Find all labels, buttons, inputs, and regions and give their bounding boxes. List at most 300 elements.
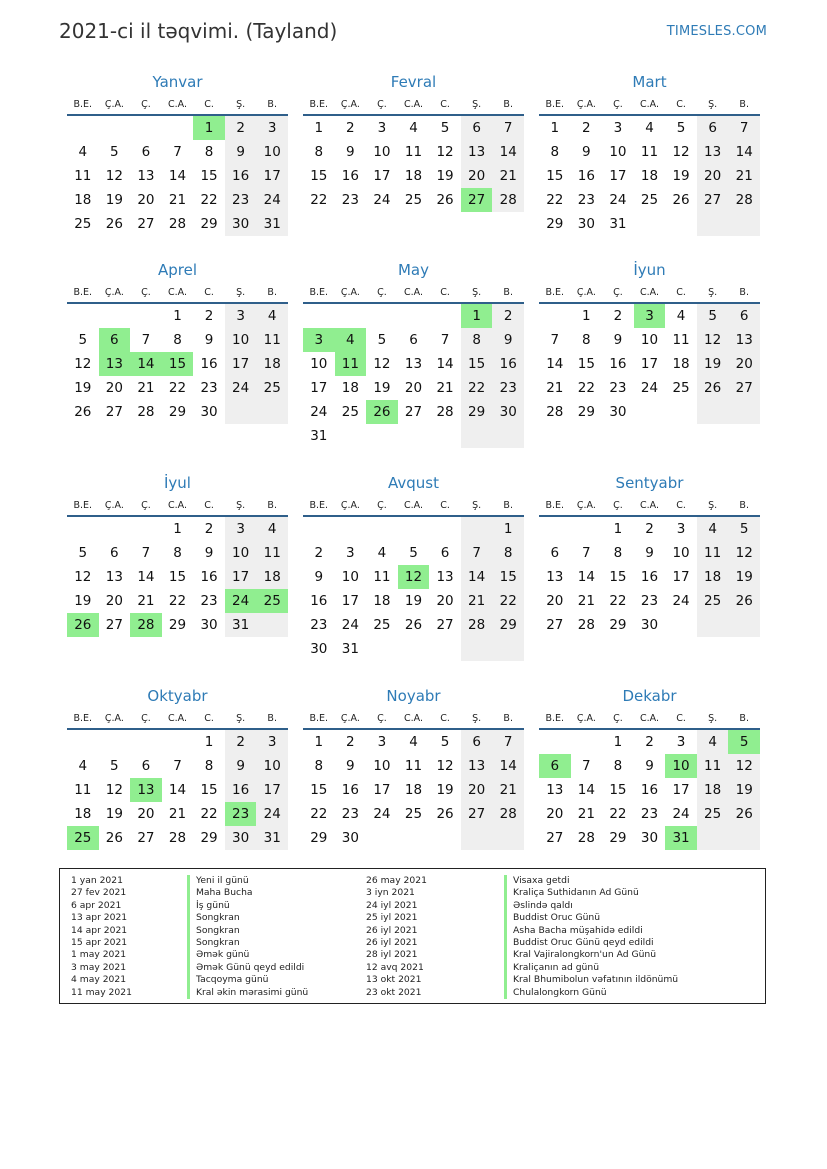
month-block <box>67 261 288 424</box>
day-cell: 23 <box>310 617 328 633</box>
day-cell: 25 <box>404 806 423 822</box>
empty-day-cell <box>67 517 99 541</box>
day-cell: 7 <box>461 541 493 565</box>
day-cell: 22 <box>609 593 627 609</box>
empty-day-cell <box>99 730 131 754</box>
day-cell: 4 <box>676 308 686 324</box>
day-cell: 24 <box>609 192 627 208</box>
day-cell: 4 <box>377 545 387 561</box>
month-title: İyun <box>633 261 666 279</box>
holiday-day-cell: 6 <box>99 328 131 352</box>
holiday-date: 26 iyl 2021 <box>366 936 418 948</box>
day-cell: 10 <box>225 541 257 565</box>
month-block <box>303 687 524 850</box>
day-cell: 31 <box>609 216 627 232</box>
day-cell: 4 <box>78 758 88 774</box>
empty-day-cell <box>67 304 99 328</box>
holiday-names-column-1 <box>187 875 308 999</box>
days-grid <box>67 730 288 850</box>
brand-logo[interactable]: TIMESLES.COM <box>666 24 767 39</box>
day-cell: 3 <box>225 304 257 328</box>
day-cell: 8 <box>613 545 623 561</box>
empty-day-cell <box>539 730 571 754</box>
weekday-label: B.E. <box>309 713 329 724</box>
day-cell: 9 <box>204 332 214 348</box>
empty-day-cell <box>366 826 398 850</box>
day-cell: 12 <box>74 569 92 585</box>
day-cell: 9 <box>492 328 524 352</box>
holiday-date: 12 avq 2021 <box>366 961 424 973</box>
empty-day-cell <box>728 400 760 424</box>
holiday-date: 11 may 2021 <box>71 986 132 998</box>
day-cell: 19 <box>373 380 391 396</box>
day-cell: 31 <box>256 212 288 236</box>
holiday-day-cell: 11 <box>335 352 367 376</box>
day-cell: 9 <box>645 545 654 561</box>
day-cell: 31 <box>256 826 288 850</box>
day-cell: 22 <box>200 192 218 208</box>
day-cell: 5 <box>676 120 686 136</box>
day-cell: 25 <box>74 216 92 232</box>
day-cell: 14 <box>137 569 155 585</box>
days-grid <box>539 730 760 850</box>
holiday-date: 3 iyn 2021 <box>366 887 415 899</box>
day-cell: 7 <box>492 730 524 754</box>
empty-day-cell <box>461 637 493 661</box>
day-cell: 29 <box>461 400 493 424</box>
day-cell: 28 <box>436 404 454 420</box>
weekday-label: Ç. <box>613 287 623 298</box>
holiday-day-cell: 23 <box>225 802 257 826</box>
day-cell: 15 <box>168 569 187 585</box>
empty-day-cell <box>429 304 461 328</box>
day-cell: 22 <box>577 380 595 396</box>
day-cell: 17 <box>672 782 690 798</box>
day-cell: 30 <box>640 617 659 633</box>
day-cell: 1 <box>582 308 591 324</box>
day-cell: 9 <box>314 569 324 585</box>
day-cell: 29 <box>577 404 595 420</box>
day-cell: 22 <box>310 192 328 208</box>
day-cell: 20 <box>546 593 564 609</box>
day-cell: 31 <box>341 641 359 657</box>
day-cell: 24 <box>373 806 391 822</box>
day-cell: 16 <box>225 778 257 802</box>
holiday-date: 13 apr 2021 <box>71 912 128 924</box>
empty-day-cell <box>728 826 760 850</box>
day-cell: 27 <box>697 188 729 212</box>
weekday-label: B. <box>267 500 277 511</box>
day-cell: 2 <box>582 120 591 136</box>
day-cell: 22 <box>200 806 218 822</box>
day-cell: 29 <box>168 404 187 420</box>
day-cell: 17 <box>225 352 257 376</box>
day-cell: 9 <box>225 754 257 778</box>
empty-day-cell <box>366 424 398 448</box>
month-title: Noyabr <box>386 687 441 705</box>
day-cell: 12 <box>105 168 123 184</box>
day-cell: 11 <box>256 541 288 565</box>
day-cell: 4 <box>409 120 418 136</box>
day-cell: 26 <box>728 589 760 613</box>
day-cell: 8 <box>204 144 214 160</box>
day-cell: 16 <box>640 782 659 798</box>
day-cell: 16 <box>609 356 627 372</box>
day-cell: 25 <box>697 589 729 613</box>
holiday-day-cell: 27 <box>461 188 493 212</box>
empty-day-cell <box>162 116 194 140</box>
day-cell: 14 <box>577 782 595 798</box>
weekday-label: Ç.A. <box>340 500 360 511</box>
day-cell: 19 <box>728 565 760 589</box>
holiday-dates-column-2 <box>366 875 427 999</box>
holiday-day-cell: 1 <box>193 116 225 140</box>
holiday-date: 1 may 2021 <box>71 949 127 961</box>
day-cell: 7 <box>141 545 151 561</box>
day-cell: 7 <box>582 758 591 774</box>
day-cell: 5 <box>728 517 760 541</box>
day-cell: 18 <box>672 356 690 372</box>
day-cell: 16 <box>200 356 218 372</box>
day-cell: 21 <box>492 164 524 188</box>
day-cell: 9 <box>225 140 257 164</box>
weekday-label: Ç.A. <box>576 713 596 724</box>
weekday-label: B. <box>739 713 749 724</box>
days-grid <box>303 517 524 661</box>
day-cell: 27 <box>105 404 123 420</box>
day-cell: 27 <box>728 376 760 400</box>
day-cell: 19 <box>436 782 454 798</box>
day-cell: 14 <box>168 168 187 184</box>
weekday-label: Ç.A. <box>104 713 124 724</box>
day-cell: 16 <box>640 569 659 585</box>
weekday-label: C.A. <box>639 713 659 724</box>
empty-day-cell <box>67 730 99 754</box>
day-cell: 14 <box>728 140 760 164</box>
day-cell: 5 <box>377 332 387 348</box>
day-cell: 21 <box>728 164 760 188</box>
day-cell: 4 <box>256 304 288 328</box>
empty-day-cell <box>461 424 493 448</box>
empty-day-cell <box>492 637 524 661</box>
weekday-header <box>67 710 288 730</box>
weekday-label: Ş. <box>236 713 246 724</box>
day-cell: 1 <box>492 517 524 541</box>
day-cell: 22 <box>492 589 524 613</box>
empty-day-cell <box>303 304 335 328</box>
holiday-day-cell: 28 <box>130 613 162 637</box>
weekday-label: Ç. <box>141 99 151 110</box>
empty-day-cell <box>398 826 430 850</box>
holiday-date: 27 fev 2021 <box>71 887 127 899</box>
holiday-name: Kral əkin mərasimi günü <box>187 987 308 999</box>
weekday-label: Ç.A. <box>576 500 596 511</box>
holiday-names-column-2 <box>504 875 678 999</box>
holiday-date: 15 apr 2021 <box>71 936 128 948</box>
weekday-label: B.E. <box>545 500 565 511</box>
day-cell: 19 <box>74 593 92 609</box>
day-cell: 13 <box>137 168 155 184</box>
day-cell: 14 <box>546 356 564 372</box>
day-cell: 17 <box>310 380 328 396</box>
day-cell: 3 <box>676 734 686 750</box>
day-cell: 29 <box>609 617 627 633</box>
holiday-date: 26 iyl 2021 <box>366 924 418 936</box>
day-cell: 18 <box>697 778 729 802</box>
day-cell: 13 <box>728 328 760 352</box>
holiday-name: Chulalongkorn Günü <box>504 987 678 999</box>
holiday-name: Kral Vajiralongkorn'un Ad Günü <box>504 949 678 961</box>
day-cell: 22 <box>168 593 187 609</box>
holiday-day-cell: 12 <box>398 565 430 589</box>
day-cell: 10 <box>672 545 690 561</box>
empty-day-cell <box>539 517 571 541</box>
page-title: 2021-ci il təqvimi. (Tayland) <box>59 19 338 43</box>
empty-day-cell <box>461 517 493 541</box>
day-cell: 6 <box>409 332 418 348</box>
weekday-label: Ç. <box>377 287 387 298</box>
day-cell: 15 <box>310 168 328 184</box>
weekday-label: B.E. <box>309 287 329 298</box>
weekday-label: Ç.A. <box>104 99 124 110</box>
day-cell: 21 <box>492 778 524 802</box>
weekday-label: Ç. <box>613 99 623 110</box>
weekday-label: C. <box>676 287 686 298</box>
day-cell: 18 <box>640 168 659 184</box>
empty-day-cell <box>398 637 430 661</box>
month-block <box>303 73 524 212</box>
day-cell: 5 <box>697 304 729 328</box>
day-cell: 5 <box>110 144 119 160</box>
day-cell: 18 <box>256 352 288 376</box>
day-cell: 2 <box>204 521 214 537</box>
day-cell: 16 <box>492 352 524 376</box>
weekday-label: Ş. <box>472 99 482 110</box>
day-cell: 29 <box>492 613 524 637</box>
holiday-day-cell: 31 <box>665 826 697 850</box>
weekday-label: B.E. <box>73 713 93 724</box>
day-cell: 27 <box>137 216 155 232</box>
day-cell: 12 <box>728 541 760 565</box>
day-cell: 9 <box>346 758 355 774</box>
weekday-label: C.A. <box>167 287 187 298</box>
holiday-date: 26 may 2021 <box>366 875 427 886</box>
day-cell: 15 <box>461 352 493 376</box>
holiday-name: Buddist Oruc Günü <box>504 912 678 924</box>
day-cell: 14 <box>492 754 524 778</box>
empty-day-cell <box>429 637 461 661</box>
weekday-label: Ç. <box>613 500 623 511</box>
day-cell: 31 <box>310 428 328 444</box>
weekday-label: B. <box>739 287 749 298</box>
day-cell: 16 <box>341 168 359 184</box>
day-cell: 19 <box>672 168 690 184</box>
day-cell: 7 <box>728 116 760 140</box>
day-cell: 20 <box>436 593 454 609</box>
weekday-label: C. <box>440 500 450 511</box>
holiday-name: Visaxa getdi <box>504 875 678 887</box>
holiday-day-cell: 15 <box>162 352 194 376</box>
day-cell: 22 <box>609 806 627 822</box>
weekday-label: Ç. <box>141 500 151 511</box>
day-cell: 29 <box>609 830 627 846</box>
day-cell: 7 <box>173 758 182 774</box>
empty-day-cell <box>634 212 666 236</box>
days-grid <box>303 116 524 212</box>
weekday-label: B.E. <box>309 500 329 511</box>
weekday-label: C.A. <box>403 99 423 110</box>
month-title: Avqust <box>388 474 439 492</box>
weekday-label: C. <box>204 287 214 298</box>
day-cell: 31 <box>225 613 257 637</box>
empty-day-cell <box>335 424 367 448</box>
day-cell: 5 <box>78 332 88 348</box>
day-cell: 11 <box>697 754 729 778</box>
day-cell: 3 <box>377 734 387 750</box>
day-cell: 16 <box>341 782 359 798</box>
weekday-header <box>303 710 524 730</box>
day-cell: 30 <box>577 216 595 232</box>
day-cell: 30 <box>310 641 328 657</box>
day-cell: 24 <box>256 802 288 826</box>
day-cell: 17 <box>256 164 288 188</box>
days-grid <box>539 116 760 236</box>
holiday-date: 23 okt 2021 <box>366 986 422 998</box>
empty-day-cell <box>429 424 461 448</box>
day-cell: 4 <box>697 517 729 541</box>
holiday-name: Songkran <box>187 937 308 949</box>
day-cell: 2 <box>346 734 355 750</box>
day-cell: 20 <box>404 380 423 396</box>
day-cell: 25 <box>404 192 423 208</box>
day-cell: 11 <box>74 168 92 184</box>
day-cell: 25 <box>373 617 391 633</box>
day-cell: 22 <box>310 806 328 822</box>
day-cell: 2 <box>645 734 654 750</box>
day-cell: 7 <box>492 116 524 140</box>
empty-day-cell <box>162 730 194 754</box>
day-cell: 23 <box>200 380 218 396</box>
day-cell: 15 <box>200 782 218 798</box>
day-cell: 7 <box>173 144 182 160</box>
day-cell: 18 <box>74 192 92 208</box>
holiday-list <box>59 868 766 1004</box>
day-cell: 27 <box>546 617 564 633</box>
month-block <box>303 261 524 448</box>
empty-day-cell <box>303 517 335 541</box>
weekday-header <box>539 497 760 517</box>
holiday-name: Əmək günü <box>187 949 308 961</box>
weekday-label: C.A. <box>639 500 659 511</box>
day-cell: 4 <box>697 730 729 754</box>
day-cell: 11 <box>672 332 690 348</box>
day-cell: 30 <box>225 212 257 236</box>
day-cell: 18 <box>404 168 423 184</box>
day-cell: 15 <box>609 782 627 798</box>
day-cell: 14 <box>577 569 595 585</box>
day-cell: 27 <box>404 404 423 420</box>
weekday-header <box>67 497 288 517</box>
day-cell: 11 <box>404 758 423 774</box>
holiday-name: Songkran <box>187 925 308 937</box>
empty-day-cell <box>634 400 666 424</box>
day-cell: 3 <box>377 120 387 136</box>
month-title: Yanvar <box>152 73 203 91</box>
day-cell: 3 <box>346 545 355 561</box>
holiday-name: Tacqoyma günü <box>187 974 308 986</box>
holiday-date: 1 yan 2021 <box>71 875 123 886</box>
holiday-name: İş günü <box>187 900 308 912</box>
day-cell: 7 <box>550 332 560 348</box>
day-cell: 19 <box>436 168 454 184</box>
day-cell: 8 <box>461 328 493 352</box>
day-cell: 9 <box>582 144 591 160</box>
day-cell: 29 <box>168 617 187 633</box>
day-cell: 20 <box>697 164 729 188</box>
day-cell: 21 <box>577 806 595 822</box>
weekday-header <box>67 96 288 116</box>
day-cell: 28 <box>492 802 524 826</box>
weekday-label: C. <box>676 500 686 511</box>
day-cell: 29 <box>310 830 328 846</box>
weekday-label: C.A. <box>639 287 659 298</box>
empty-day-cell <box>335 304 367 328</box>
day-cell: 28 <box>168 830 187 846</box>
day-cell: 21 <box>436 380 454 396</box>
day-cell: 3 <box>256 730 288 754</box>
holiday-date: 24 iyl 2021 <box>366 899 418 911</box>
month-title: Sentyabr <box>615 474 684 492</box>
day-cell: 7 <box>141 332 151 348</box>
day-cell: 15 <box>609 569 627 585</box>
day-cell: 28 <box>546 404 564 420</box>
month-title: Oktyabr <box>147 687 208 705</box>
weekday-header <box>539 710 760 730</box>
weekday-label: C.A. <box>403 500 423 511</box>
day-cell: 21 <box>168 806 187 822</box>
day-cell: 18 <box>373 593 391 609</box>
day-cell: 11 <box>697 541 729 565</box>
month-block <box>539 474 760 637</box>
day-cell: 4 <box>409 734 418 750</box>
day-cell: 5 <box>409 545 418 561</box>
day-cell: 19 <box>105 192 123 208</box>
day-cell: 24 <box>373 192 391 208</box>
day-cell: 6 <box>141 144 151 160</box>
holiday-day-cell: 6 <box>539 754 571 778</box>
day-cell: 1 <box>204 734 214 750</box>
holiday-day-cell: 25 <box>256 589 288 613</box>
day-cell: 11 <box>74 782 92 798</box>
day-cell: 13 <box>404 356 423 372</box>
empty-day-cell <box>728 212 760 236</box>
day-cell: 12 <box>436 758 454 774</box>
day-cell: 5 <box>440 120 450 136</box>
empty-day-cell <box>492 826 524 850</box>
empty-day-cell <box>366 304 398 328</box>
day-cell: 18 <box>74 806 92 822</box>
weekday-label: B.E. <box>545 713 565 724</box>
day-cell: 23 <box>225 188 257 212</box>
day-cell: 30 <box>609 404 627 420</box>
weekday-label: Ş. <box>236 99 246 110</box>
day-cell: 30 <box>225 826 257 850</box>
empty-day-cell <box>256 613 288 637</box>
day-cell: 23 <box>609 380 627 396</box>
day-cell: 4 <box>78 144 88 160</box>
day-cell: 8 <box>613 758 623 774</box>
month-title: Mart <box>632 73 667 91</box>
